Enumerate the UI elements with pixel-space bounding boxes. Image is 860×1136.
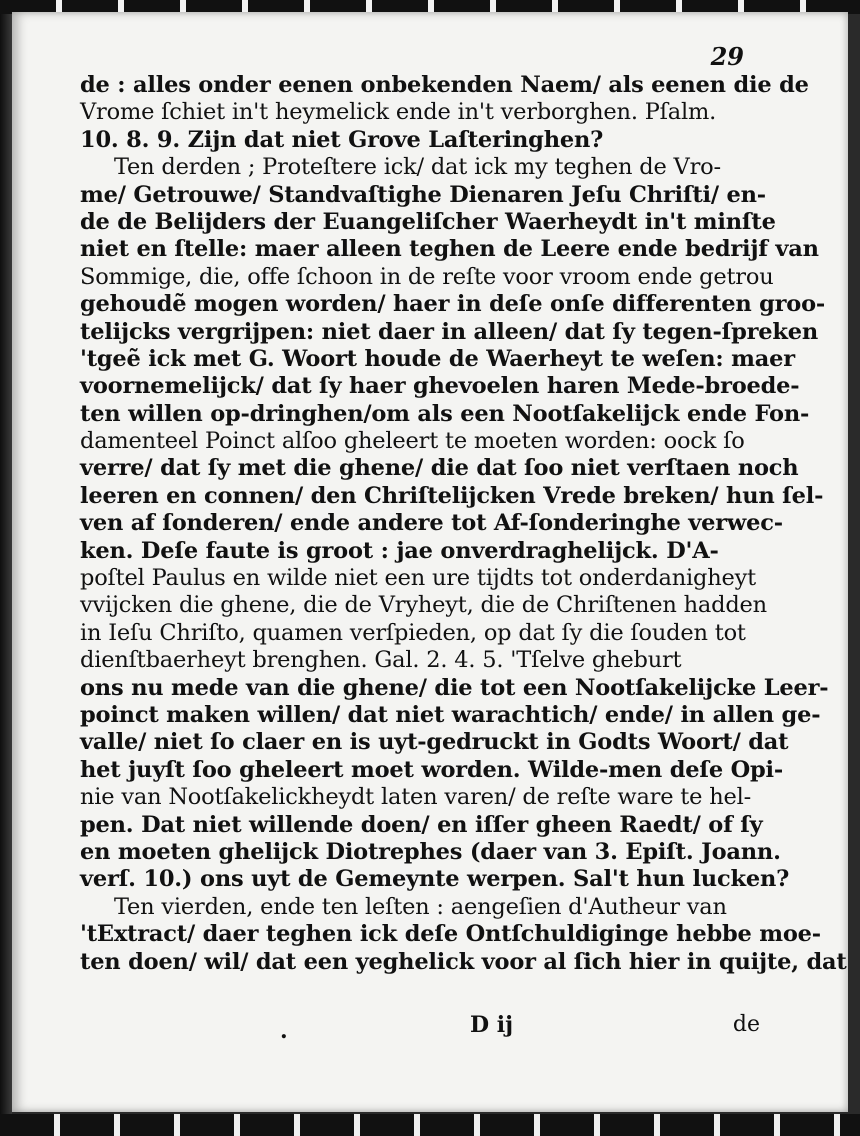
text-line: in Ieſu Chriſto, quamen verſpieden, op dat ſy die ſouden tot	[80, 619, 746, 646]
stray-dot: .	[280, 1018, 288, 1044]
text-line: voornemelijck/ dat ſy haer ghevoelen haren Mede-broede-	[80, 373, 800, 400]
text-line: nie van Nootſakelickheydt laten varen/ de reſte ware te hel-	[80, 784, 751, 811]
text-line: verſ. 10.) ons uyt de Gemeynte werpen. Sal't hun lucken?	[80, 866, 790, 893]
text-line: het juyſt ſoo gheleert moet worden. Wilde-men deſe Opi-	[80, 756, 783, 783]
text-line: gehoudẽ mogen worden/ haer in deſe onſe differenten groo-	[80, 291, 826, 318]
text-line: ons nu mede van die ghene/ die tot een Nootſakelijcke Leer-	[80, 674, 829, 701]
text-line: ten willen op-dringhen/om als een Nootſakelijck ende Fon-	[80, 400, 810, 427]
text-line: ven af ſonderen/ ende andere tot Af-ſonderinghe verwec-	[80, 510, 783, 537]
page-footer	[80, 1012, 760, 1042]
text-line: valle/ niet ſo claer en is uyt-gedruckt in Godts Woort/ dat	[80, 729, 789, 756]
text-line: vvijcken die ghene, die de Vryheyt, die de Chriſtenen hadden	[80, 592, 767, 619]
text-line: Sommige, die, offe ſchoon in de reſte voor vroom ende getrou	[80, 263, 774, 290]
text-line: telijcks vergrijpen: niet daer in alleen/ dat ſy tegen-ſpreken	[80, 318, 819, 345]
book-page	[12, 12, 848, 1112]
text-line: ken. Deſe faute is groot : jae onverdraghelijck. D'A-	[80, 537, 719, 564]
text-line: leeren en connen/ den Chriſtelijcken Vrede breken/ hun ſel-	[80, 482, 824, 509]
text-line: me/ Getrouwe/ Standvaſtighe Dienaren Jeſu Chriſti/ en-	[80, 181, 766, 208]
text-line: de : alles onder eenen onbekenden Naem/ als eenen die de	[80, 72, 809, 98]
text-line: pen. Dat niet willende doen/ en iſſer gheen Raedt/ of ſy	[80, 811, 763, 838]
scan-border-bottom	[0, 1114, 860, 1136]
text-line: poinct maken willen/ dat niet warachtich/ ende/ in allen ge-	[80, 701, 821, 728]
catchword: de	[732, 1012, 760, 1037]
text-line: verre/ dat ſy met die ghene/ die dat ſoo niet verſtaen noch	[80, 455, 799, 482]
scan-left-edge	[0, 0, 12, 1136]
text-line: 'tgeẽ ick met G. Woort houde de Waerheyt te weſen: maer	[80, 345, 795, 372]
text-line: 'tExtract/ daer teghen ick deſe Ontſchuldiginge hebbe moe-	[80, 921, 821, 948]
text-line: en moeten ghelijck Diotrephes (daer van 3. Epiſt. Joann.	[80, 838, 781, 865]
text-line: ten doen/ wil/ dat een yeghelick voor al ſich hier in quijte, dat	[80, 948, 847, 975]
text-line: de de Belijders der Euangeliſcher Waerheydt in't minſte	[80, 208, 776, 235]
signature-mark: D ij	[470, 1012, 514, 1038]
text-line: Ten derden ; Proteſtere ick/ dat ick my teghen de Vro-	[114, 154, 721, 181]
text-line: niet en ſtelle: maer alleen teghen de Leere ende bedrijf van	[80, 236, 819, 263]
page-number: 29	[710, 42, 744, 71]
text-line: Ten vierden, ende ten leſten : aengeſien d'Autheur van	[114, 893, 727, 920]
text-line: damenteel Poinct alſoo gheleert te moeten worden: oock ſo	[80, 428, 745, 455]
page-text	[80, 72, 847, 976]
text-line: 10. 8. 9. Zijn dat niet Grove Laſteringhen?	[80, 126, 604, 153]
text-line: dienſtbaerheyt brenghen. Gal. 2. 4. 5. 'Tſelve gheburt	[80, 647, 682, 674]
text-line: Vrome ſchiet in't heymelick ende in't verborghen. Pſalm.	[80, 99, 717, 126]
text-line: poſtel Paulus en wilde niet een ure tijdts tot onderdanigheyt	[80, 565, 756, 592]
